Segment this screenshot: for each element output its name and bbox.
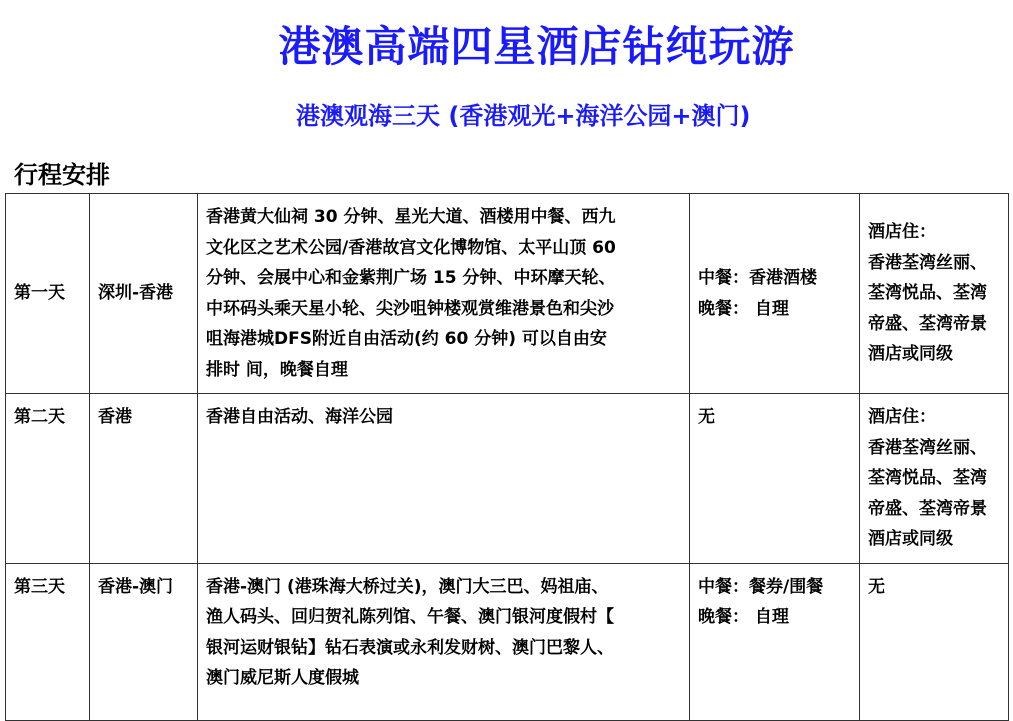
hotel-line: 香港荃湾丝丽、 [868,437,987,458]
table-row [6,563,1009,720]
itinerary-line: 香港-澳门 (港珠海大桥过关)，澳门大三巴、妈祖庙、 [206,576,609,597]
itinerary-cell [198,394,690,564]
itinerary-line: 文化区之艺术公园/香港故宫文化博物馆、太平山顶 60 [206,237,616,258]
day-label: 第二天 [14,407,65,427]
itinerary-cell [198,563,690,720]
route-label: 深圳-香港 [98,283,174,304]
hotel-line: 酒店住： [868,407,936,427]
page-subtitle: 港澳观海三天 (香港观光+海洋公园+澳门) [296,102,751,130]
hotel-line: 香港荃湾丝丽、 [868,252,987,273]
day-cell [6,394,90,564]
section-heading: 行程安排 [14,161,110,189]
page-title: 港澳高端四星酒店钻纯玩游 [278,22,795,71]
hotel-line: 荃湾悦品、荃湾 [868,468,987,488]
route-cell [90,563,198,720]
route-label: 香港-澳门 [98,576,174,597]
hotel-line: 酒店或同级 [868,344,953,365]
day-cell [6,194,90,394]
itinerary-line: 香港自由活动、海洋公园 [206,407,393,427]
meal-line: 晚餐： 自理 [698,298,789,319]
route-label: 香港 [98,407,132,427]
meals-cell [690,563,860,720]
hotel-line: 帝盛、荃湾帝景 [868,313,987,334]
hotel-cell [860,563,1009,720]
hotel-cell [860,194,1009,394]
meal-line: 晚餐： 自理 [698,607,789,627]
table-row [6,394,1009,564]
hotel-line: 无 [868,576,885,597]
itinerary-line: 咀海港城DFS附近自由活动(约 60 分钟) 可以自由安 [206,329,607,349]
itinerary-line: 排时 间，晚餐自理 [206,359,348,380]
meals-cell [690,394,860,564]
route-cell [90,394,198,564]
itinerary-cell [198,194,690,394]
itinerary-table [5,193,1009,721]
meals-cell [690,194,860,394]
itinerary-line: 澳门威尼斯人度假城 [206,668,359,688]
meal-line: 无 [698,407,715,427]
itinerary-line: 分钟、会展中心和金紫荆广场 15 分钟、中环摩天轮、 [206,268,616,288]
itinerary-line: 中环码头乘天星小轮、尖沙咀钟楼观赏维港景色和尖沙 [206,298,614,319]
meal-line: 中餐：香港酒楼 [698,268,817,288]
itinerary-line: 渔人码头、回归贺礼陈列馆、午餐、澳门银河度假村【 [206,607,614,627]
table-row [6,194,1009,394]
hotel-line: 酒店住： [868,222,936,243]
day-cell [6,563,90,720]
hotel-line: 荃湾悦品、荃湾 [868,283,987,304]
day-label: 第三天 [14,576,65,597]
hotel-cell [860,394,1009,564]
itinerary-line: 银河运财银钻】钻石表演或永利发财树、澳门巴黎人、 [206,637,614,658]
hotel-line: 帝盛、荃湾帝景 [868,498,987,519]
itinerary-line: 香港黄大仙祠 30 分钟、星光大道、酒楼用中餐、西九 [206,207,616,227]
route-cell [90,194,198,394]
day-label: 第一天 [14,283,65,304]
meal-line: 中餐：餐券/围餐 [698,576,824,597]
hotel-line: 酒店或同级 [868,529,953,549]
